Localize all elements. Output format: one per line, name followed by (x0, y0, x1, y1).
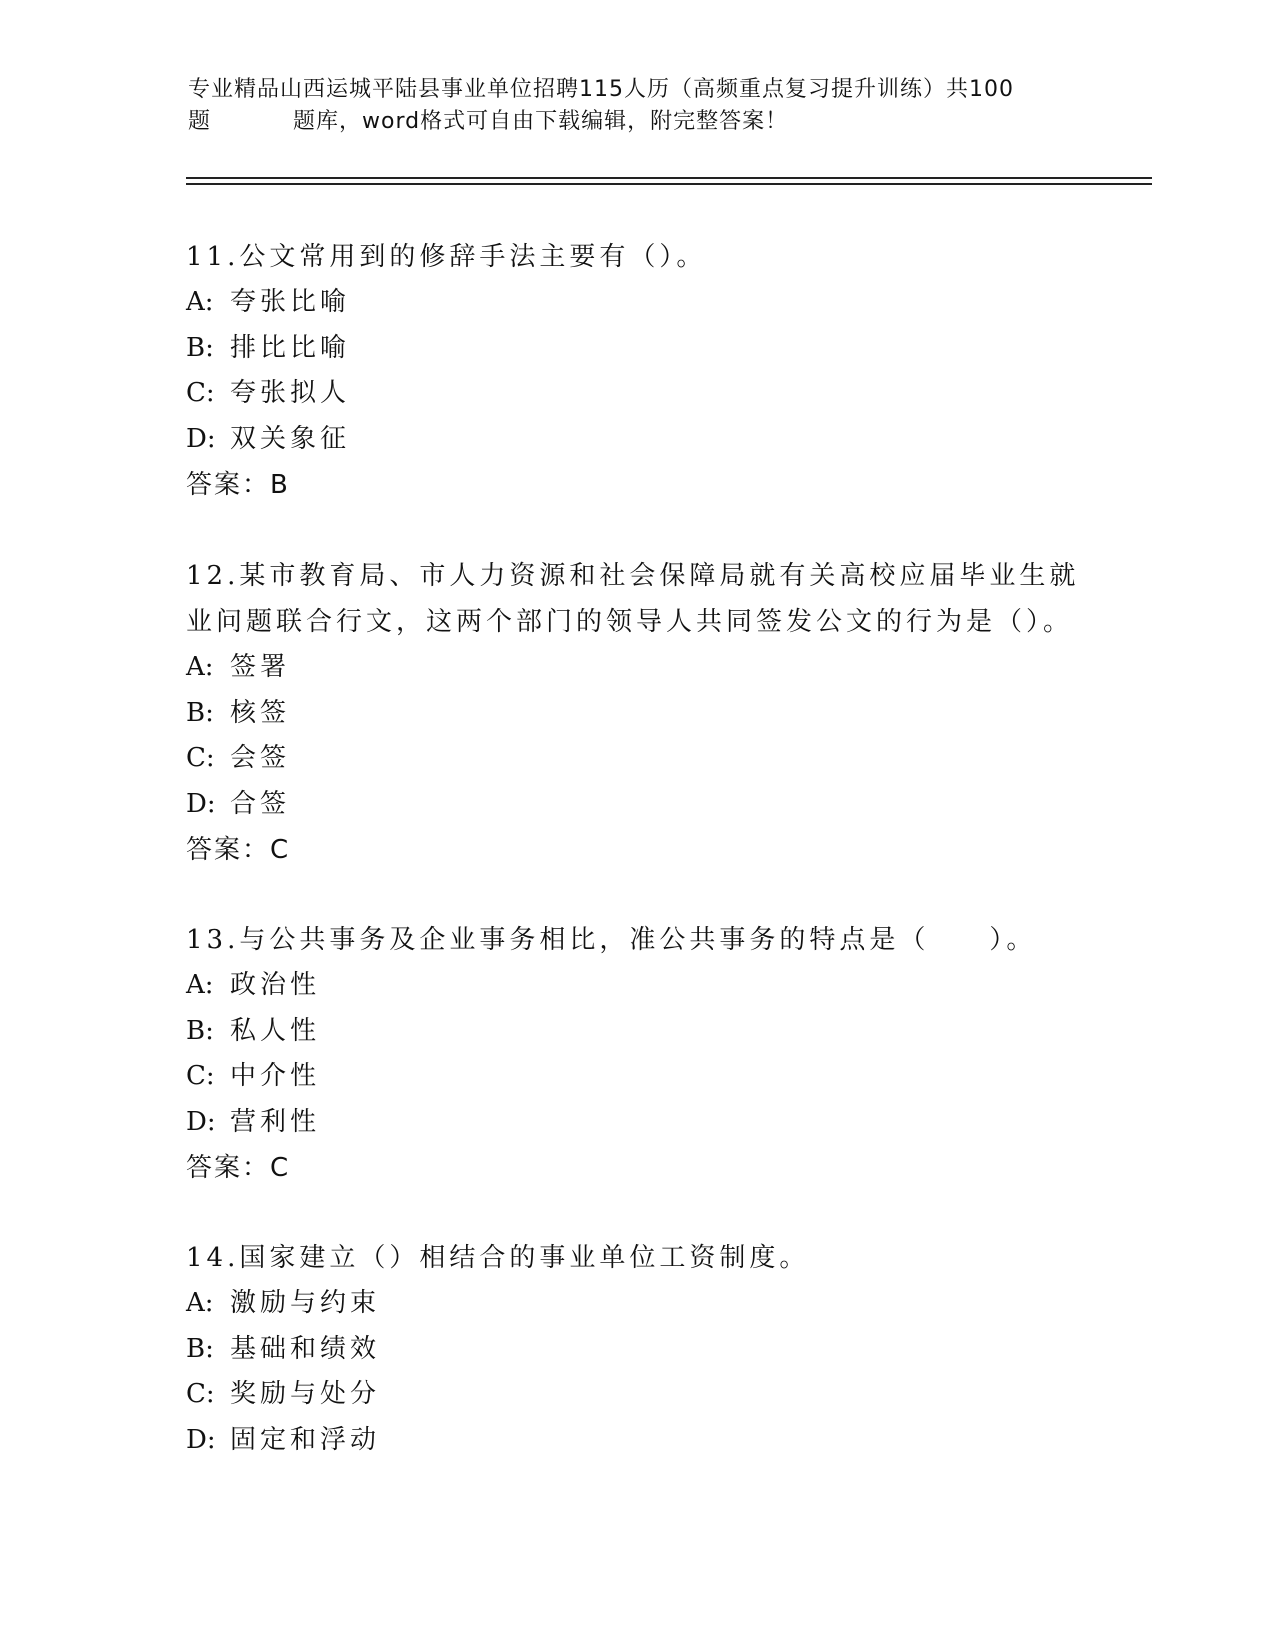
option-a (186, 963, 1086, 1009)
question-text: 13.与公共事务及企业事务相比，准公共事务的特点是（ ）。 (186, 925, 1037, 955)
option-text: 固定和浮动 (230, 1424, 381, 1455)
option-text: 会签 (230, 743, 291, 773)
option-text: 激励与约束 (230, 1288, 381, 1318)
question-text: 14.国家建立（）相结合的事业单位工资制度。 (186, 1243, 810, 1273)
option-a (186, 1281, 1086, 1327)
option-a (186, 645, 1086, 691)
header-subtitle-text: 题库，word格式可自由下载编辑，附完整答案！ (293, 109, 789, 134)
option-key: C: (186, 743, 215, 773)
option-text: 夸张拟人 (230, 378, 351, 408)
option-text: 奖励与处分 (230, 1379, 381, 1409)
option-key: A: (186, 652, 214, 682)
option-b (186, 1327, 1086, 1373)
header-title-line: 专业精品山西运城平陆县事业单位招聘115人历（高频重点复习提升训练）共100 (188, 77, 1014, 102)
option-text: 私人性 (230, 1015, 321, 1046)
option-key: D: (186, 423, 216, 454)
option-d (186, 417, 1086, 463)
question-text: 11.公文常用到的修辞手法主要有（）。 (186, 242, 707, 272)
option-text: 排比比喻 (230, 332, 351, 363)
option-key: C: (186, 1061, 215, 1091)
option-key: D: (186, 788, 216, 819)
question-block (186, 917, 1086, 1191)
option-key: B: (186, 332, 214, 363)
question-block (186, 1235, 1086, 1463)
option-text: 中介性 (230, 1061, 321, 1091)
option-c (186, 1372, 1086, 1418)
option-key: B: (186, 697, 214, 728)
option-key: B: (186, 1333, 214, 1364)
option-key: D: (186, 1424, 216, 1455)
option-b (186, 326, 1086, 372)
question-text: 12.某市教育局、市人力资源和社会保障局就有关高校应届毕业生就业问题联合行文，这两个部门的领导人共同签发公文的行为是（）。 (186, 561, 1080, 637)
option-text: 双关象征 (230, 423, 351, 454)
option-c (186, 371, 1086, 417)
question-block (186, 553, 1086, 873)
option-text: 营利性 (230, 1106, 321, 1137)
header-divider-top (186, 177, 1152, 179)
document-header (188, 74, 1088, 138)
option-text: 核签 (230, 697, 291, 728)
option-d (186, 782, 1086, 828)
answer-line: 答案：C (186, 835, 291, 865)
option-text: 基础和绩效 (230, 1333, 381, 1364)
option-text: 签署 (230, 652, 291, 682)
question-block (186, 234, 1086, 508)
option-b (186, 691, 1086, 737)
header-subtitle-prefix: 题 (188, 109, 212, 134)
option-key: A: (186, 287, 214, 317)
answer-line: 答案：B (186, 470, 290, 500)
option-b (186, 1009, 1086, 1055)
option-text: 合签 (230, 788, 291, 819)
option-text: 政治性 (230, 970, 321, 1000)
option-key: A: (186, 1288, 214, 1318)
option-key: A: (186, 970, 214, 1000)
option-key: D: (186, 1106, 216, 1137)
option-text: 夸张比喻 (230, 287, 351, 317)
option-key: C: (186, 1379, 215, 1409)
option-a (186, 280, 1086, 326)
answer-line: 答案：C (186, 1153, 291, 1183)
option-c (186, 1054, 1086, 1100)
header-subtitle-line (188, 106, 1088, 138)
header-divider-bottom (186, 183, 1152, 185)
option-d (186, 1418, 1086, 1464)
option-d (186, 1100, 1086, 1146)
option-c (186, 736, 1086, 782)
option-key: B: (186, 1015, 214, 1046)
option-key: C: (186, 378, 215, 408)
